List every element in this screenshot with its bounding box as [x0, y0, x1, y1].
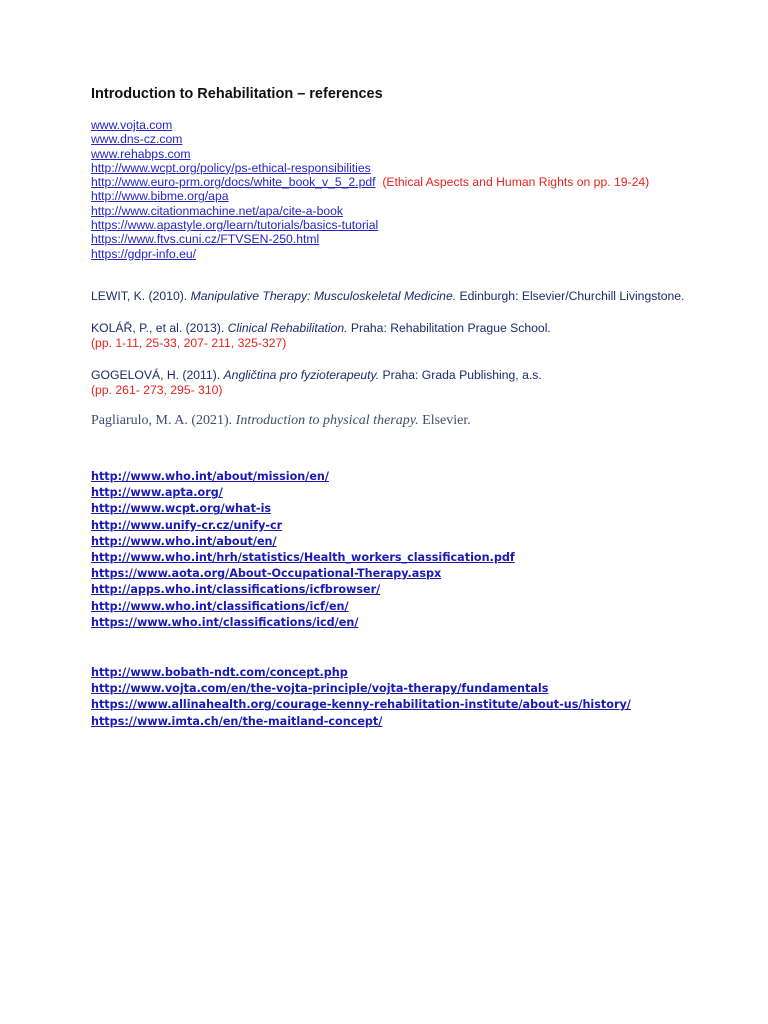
reference-kolar — [91, 321, 691, 351]
reference-author: Pagliarulo, M. A. (2021). — [91, 412, 236, 428]
document-page — [91, 86, 691, 730]
link-apastyle[interactable]: https://www.apastyle.org/learn/tutorials/basics-tutorial — [91, 218, 379, 233]
euro-prm-note: (Ethical Aspects and Human Rights on pp. 19-24) — [382, 175, 650, 190]
reference-author: LEWIT, K. (2010). — [91, 288, 191, 303]
reference-publisher: Praha: Rehabilitation Prague School. — [347, 320, 551, 335]
link-who-icd[interactable]: https://www.who.int/classifications/icd/en/ — [91, 615, 359, 629]
link-aota[interactable]: https://www.aota.org/About-Occupational-Therapy.aspx — [91, 567, 442, 581]
reference-publisher: Elsevier. — [418, 412, 471, 428]
link-vojta[interactable]: www.vojta.com — [91, 118, 173, 132]
euro-prm-entry — [91, 175, 671, 189]
link-bobath[interactable]: http://www.bobath-ndt.com/concept.php — [91, 666, 348, 679]
link-who-about[interactable]: http://www.who.int/about/en/ — [91, 534, 277, 548]
book-references — [91, 289, 691, 428]
reference-gogelova — [91, 368, 691, 398]
reference-pages: (pp. 261- 273, 295- 310) — [91, 382, 223, 397]
reference-title: Manipulative Therapy: Musculoskeletal Medicine. — [190, 288, 457, 303]
link-gdpr[interactable]: https://gdpr-info.eu/ — [91, 246, 197, 261]
link-allinahealth[interactable]: https://www.allinahealth.org/courage-kenny-rehabilitation-institute/about-us/history/ — [91, 698, 631, 712]
link-unify-cr[interactable]: http://www.unify-cr.cz/unify-cr — [91, 518, 283, 532]
link-citationmachine[interactable]: http://www.citationmachine.net/apa/cite-a-book — [91, 203, 344, 218]
organization-links-list — [91, 469, 691, 631]
link-rehabps[interactable]: www.rehabps.com — [91, 146, 191, 161]
document-title: Introduction to Rehabilitation – references — [91, 86, 383, 102]
reference-title: Clinical Rehabilitation. — [227, 320, 348, 335]
link-who-health-workers[interactable]: http://www.who.int/hrh/statistics/Health_workers_classification.pdf — [91, 550, 515, 564]
link-icf-browser[interactable]: http://apps.who.int/classifications/icfbrowser/ — [91, 583, 381, 597]
link-imta-maitland[interactable]: https://www.imta.ch/en/the-maitland-concept/ — [91, 714, 383, 728]
link-wcpt-ethical[interactable]: http://www.wcpt.org/policy/ps-ethical-responsibilities — [91, 160, 371, 175]
link-ftvs[interactable]: https://www.ftvs.cuni.cz/FTVSEN-250.html — [91, 232, 320, 247]
link-wcpt-what-is[interactable]: http://www.wcpt.org/what-is — [91, 502, 272, 516]
concept-links-list — [91, 665, 691, 730]
link-bibme[interactable]: http://www.bibme.org/apa — [91, 189, 229, 204]
reference-title: Introduction to physical therapy. — [235, 412, 419, 428]
link-euro-prm[interactable]: http://www.euro-prm.org/docs/white_book_v_5_2.pdf — [91, 175, 376, 190]
link-apta[interactable]: http://www.apta.org/ — [91, 486, 223, 500]
reference-publisher: Edinburgh: Elsevier/Churchill Livingstone. — [456, 288, 685, 303]
link-vojta-fundamentals[interactable]: http://www.vojta.com/en/the-vojta-principle/vojta-therapy/fundamentals — [91, 682, 549, 696]
reference-author: KOLÁŘ, P., et al. (2013). — [91, 320, 228, 335]
reference-pages: (pp. 1-11, 25-33, 207- 211, 325-327) — [91, 335, 287, 350]
reference-author: GOGELOVÁ, H. (2011). — [91, 367, 224, 382]
link-dns-cz[interactable]: www.dns-cz.com — [91, 132, 183, 147]
link-who-icf[interactable]: http://www.who.int/classifications/icf/en/ — [91, 599, 349, 613]
link-who-mission[interactable]: http://www.who.int/about/mission/en/ — [91, 469, 329, 483]
reference-pagliarulo — [91, 413, 691, 428]
reference-publisher: Praha: Grada Publishing, a.s. — [379, 367, 542, 382]
reference-lewit — [91, 289, 691, 304]
web-links-list — [91, 118, 691, 261]
reference-title: Angličtina pro fyzioterapeuty. — [223, 367, 380, 382]
